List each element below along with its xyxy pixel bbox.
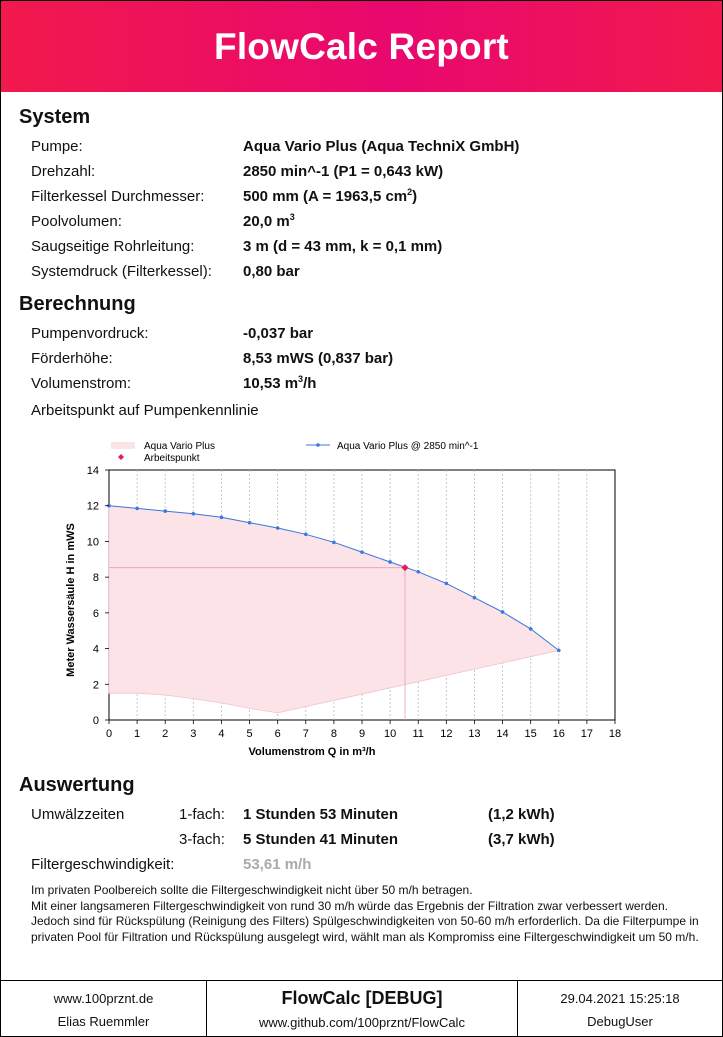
series-point: [192, 512, 196, 516]
series-point: [220, 516, 224, 520]
filter-speed-value: 53,61 m/h: [243, 856, 312, 873]
series-point: [304, 532, 308, 536]
y-tick-label: 6: [92, 607, 99, 620]
series-point: [501, 610, 505, 614]
footer-right: [518, 981, 722, 1037]
system-label: Poolvolumen:: [31, 213, 122, 230]
x-tick-label: 3: [190, 728, 197, 740]
note-paragraph: Mit einer langsameren Filtergeschwindigkeit von rund 30 m/h würde das Ergebnis der Filtration zwar verbessert werden. Jedoch sind für Rückspülung (Reinigung des Filters) Spülgeschwindigkeiten von 50-60 m/h erforderlich. Da die Filterpumpe in privaten Pool für Filtration und Rückspülung ausgelegt wird, wählt man als Kompromiss eine Filtergeschwindigkeit um 50 m/h.: [31, 898, 699, 944]
footer-website: www.100prznt.de: [53, 991, 154, 1006]
series-point: [416, 570, 420, 574]
x-tick-label: 5: [246, 728, 253, 740]
x-tick-label: 0: [105, 728, 113, 740]
calc-label: Volumenstrom:: [31, 375, 132, 392]
system-value: 500 mm (A = 1963,5 $cm^2$): [243, 187, 418, 205]
legend-label-area: Aqua Vario Plus: [144, 441, 215, 452]
legend-label-series: Aqua Vario Plus @ 2850 min^-1: [337, 441, 479, 452]
filter-speed-note: [31, 883, 701, 945]
footer-app-name: FlowCalc [DEBUG]: [281, 988, 443, 1008]
footer-middle: [206, 981, 518, 1037]
x-tick-label: 4: [218, 728, 225, 740]
calc-value: 10,53 $m^3/h$: [243, 374, 317, 392]
circulation-energy: (1,2 kWh): [488, 806, 555, 823]
x-tick-label: 16: [552, 728, 565, 740]
system-value: Aqua Vario Plus (Aqua TechniX GmbH): [243, 138, 520, 155]
calc-label: Pumpenvordruck:: [31, 325, 149, 342]
section-title-calculation: Berechnung: [19, 293, 136, 315]
series-point: [135, 507, 139, 511]
y-tick-label: 12: [86, 500, 99, 513]
y-tick-label: 0: [92, 715, 99, 727]
series-point: [360, 550, 364, 554]
report-header: [1, 1, 722, 92]
y-tick-label: 2: [92, 679, 99, 692]
series-point: [276, 526, 280, 530]
y-tick-label: 10: [86, 536, 99, 549]
filter-speed-label: Filtergeschwindigkeit:: [31, 856, 175, 873]
section-title-evaluation: Auswertung: [19, 774, 135, 796]
calc-label: Förderhöhe:: [31, 350, 113, 367]
system-label: Systemdruck (Filterkessel):: [31, 263, 212, 280]
x-tick-label: 2: [162, 728, 169, 740]
y-tick-label: 8: [92, 572, 99, 585]
system-value: 2850 min^-1 (P1 = 0,643 kW): [243, 163, 444, 180]
x-tick-label: 1: [134, 728, 141, 740]
report-title: FlowCalc Report: [214, 25, 509, 67]
circulation-label: Umwälzzeiten: [31, 806, 125, 823]
x-tick-label: 18: [608, 728, 622, 740]
series-point: [163, 509, 167, 513]
circulation-time: 5 Stunden 41 Minuten: [243, 831, 399, 848]
chart-plot-area: [87, 465, 621, 740]
chart-y-axis-label: Meter Wassersäule H in mWS: [65, 523, 77, 677]
circulation-energy: (3,7 kWh): [488, 831, 555, 848]
chart-x-axis-label: Volumenstrom Q in m³/h: [248, 746, 376, 758]
x-tick-label: 13: [468, 728, 481, 740]
x-tick-label: 15: [524, 728, 537, 740]
calc-value: 8,53 mWS (0,837 bar): [243, 350, 394, 367]
section-title-system: System: [19, 106, 91, 128]
system-value: 3 m (d = 43 mm, k = 0,1 mm): [243, 238, 443, 255]
series-point: [557, 649, 561, 653]
footer-repo-url: www.github.com/100prznt/FlowCalc: [259, 1015, 465, 1030]
calc-value: -0,037 bar: [243, 325, 314, 342]
system-value: 20,0 $m^3$: [243, 212, 295, 230]
report-footer: [1, 980, 722, 1036]
x-tick-label: 6: [274, 728, 281, 740]
x-tick-label: 12: [440, 728, 453, 740]
chart-legend: [111, 441, 479, 464]
legend-marker-series: [316, 443, 320, 447]
circulation-mode: 1-fach:: [179, 806, 225, 823]
note-paragraph: Im privaten Poolbereich sollte die Filtergeschwindigkeit nicht über 50 m/h betragen.: [31, 883, 473, 897]
x-tick-label: 10: [383, 728, 397, 740]
y-tick-label: 14: [86, 465, 99, 477]
system-label: Saugseitige Rohrleitung:: [31, 238, 195, 255]
x-tick-label: 8: [330, 728, 337, 740]
series-point: [473, 596, 477, 600]
x-tick-label: 7: [302, 728, 309, 740]
series-point: [248, 521, 252, 525]
legend-swatch-area: [111, 442, 135, 449]
footer-timestamp: 29.04.2021 15:25:18: [560, 991, 680, 1006]
legend-marker-working-point: [118, 454, 124, 460]
system-label: Pumpe:: [31, 138, 83, 155]
circulation-mode: 3-fach:: [179, 831, 225, 848]
system-label: Filterkessel Durchmesser:: [31, 188, 205, 205]
series-point: [388, 560, 392, 564]
footer-left: [1, 981, 206, 1037]
circulation-time: 1 Stunden 53 Minuten: [243, 806, 399, 823]
y-tick-label: 4: [92, 643, 99, 656]
system-label: Drehzahl:: [31, 163, 96, 180]
system-value: 0,80 bar: [243, 263, 300, 280]
pump-curve-chart: [1, 433, 723, 768]
x-tick-label: 11: [412, 728, 424, 740]
series-point: [529, 627, 533, 631]
legend-label-working-point: Arbeitspunkt: [144, 453, 200, 464]
footer-author: Elias Ruemmler: [57, 1014, 150, 1029]
x-tick-label: 14: [496, 728, 509, 740]
chart-caption: Arbeitspunkt auf Pumpenkennlinie: [31, 402, 259, 419]
footer-user: DebugUser: [587, 1014, 653, 1029]
series-point: [332, 541, 336, 545]
x-tick-label: 17: [580, 728, 594, 740]
series-point: [445, 582, 449, 586]
x-tick-label: 9: [358, 728, 366, 740]
